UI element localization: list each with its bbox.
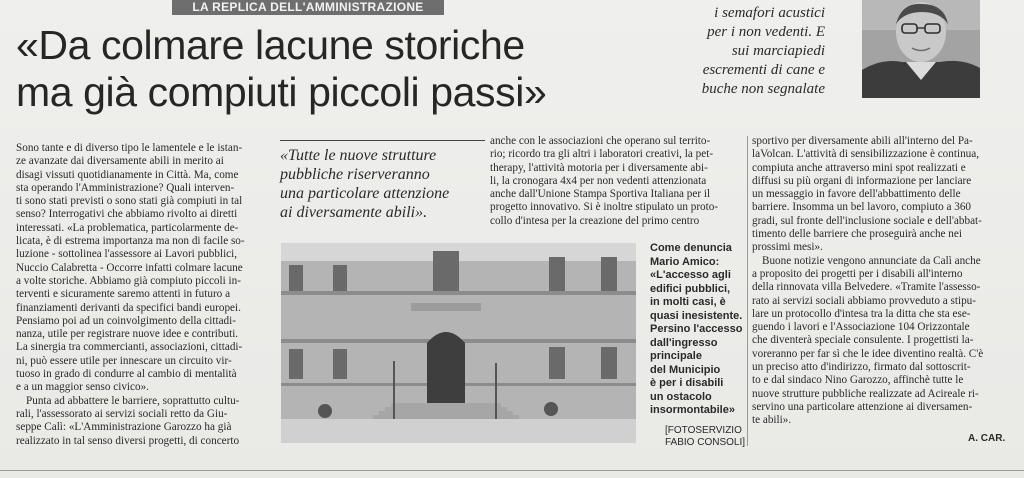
pull-quote-line: ai diversamente abili». bbox=[280, 204, 428, 221]
text-line: lare un protocollo d'intesa tra la ditta che sta ese- bbox=[752, 307, 971, 320]
text-line: Nuccio Calabretta - Occorre infatti colmare lacune bbox=[16, 261, 243, 274]
text-line: nanza, utile per registrare nuove idee e contributi. bbox=[16, 328, 239, 341]
town-hall-photo bbox=[281, 243, 636, 443]
text-line: e a un maggior senso civico». bbox=[16, 381, 149, 394]
text-line: prossimi mesi». bbox=[752, 241, 823, 254]
credit-line: FABIO CONSOLI] bbox=[665, 437, 746, 448]
text-line: timento delle barriere che proseguirà anche nei bbox=[752, 228, 962, 241]
author-signature: A. CAR. bbox=[968, 433, 1006, 444]
pull-quote-line: una particolare attenzione bbox=[280, 185, 450, 202]
caption-line: Mario Amico: bbox=[650, 255, 720, 268]
text-line: che diventerà speciale consulente. I progettisti la- bbox=[752, 334, 974, 347]
text-line: luzione - sottolinea l'assessore ai Lavori pubblici, bbox=[16, 248, 238, 261]
text-line: diffusi su più organi di informazione per lanciare bbox=[752, 174, 972, 187]
caption-line: un ostacolo bbox=[650, 390, 712, 403]
text-line: della rinnovata villa Belvedere. «Tramite l'assesso- bbox=[752, 281, 981, 294]
photo-credit bbox=[665, 425, 755, 449]
sidebar-quote-line: per i non vedenti. E bbox=[707, 24, 825, 40]
caption-line: principale bbox=[650, 350, 702, 362]
photo-caption bbox=[650, 242, 748, 418]
caption-line: Come denuncia bbox=[650, 242, 732, 254]
author-portrait-photo bbox=[862, 0, 980, 98]
credit-line: [FOTOSERVIZIO bbox=[665, 425, 742, 436]
caption-line: dall'ingresso bbox=[650, 336, 718, 349]
text-line: sportivo per diversamente abili all'interno del Pa- bbox=[752, 135, 973, 147]
text-line: laVolcan. L'attività di sensibilizzazione è continua, bbox=[752, 148, 980, 161]
text-line: La sinergia tra commercianti, associazioni, cittadi- bbox=[16, 341, 243, 354]
text-line: progetto innovativo. Si è inoltre stipulato un proto- bbox=[490, 201, 719, 214]
text-line: ze avanzate dai diversamente abili in merito ai bbox=[16, 155, 224, 168]
article-column-3 bbox=[490, 135, 742, 228]
text-line: a volte storiche. Abbiamo già compiuto piccoli in- bbox=[16, 274, 241, 287]
sidebar-quote bbox=[660, 4, 825, 99]
text-line: tuoso in grado di condurre al cambio di mentalità bbox=[16, 368, 237, 381]
bottom-edge bbox=[0, 470, 1024, 471]
text-line: gradi, sul fronte dell'inclusione sociale e dell'abbat- bbox=[752, 214, 982, 227]
text-line: compiuta anche attraverso mini spot realizzati e bbox=[752, 161, 966, 174]
text-line: anche con le associazioni che operano sul territo- bbox=[490, 135, 711, 147]
text-line: anche dall'Unione Stampa Sportiva Italiana per il bbox=[490, 188, 711, 201]
pull-quote-line: pubbliche riserveranno bbox=[280, 166, 430, 183]
text-line: a proposito dei progetti per i disabili all'interno bbox=[752, 267, 963, 280]
text-line: terventi e sicuramente saremo attenti in futuro a bbox=[16, 288, 231, 301]
text-line: rio; ricordo tra gli altri i laboratori creativi, la pet- bbox=[490, 148, 714, 161]
text-line: Punta ad abbattere le barriere, soprattutto cultu- bbox=[26, 394, 240, 407]
text-line: senso? Interrogativi che abbiamo rivolto ai diretti bbox=[16, 208, 238, 221]
sidebar-quote-line: i semafori acustici bbox=[714, 5, 825, 21]
caption-line: del Municipio bbox=[650, 363, 721, 376]
text-line: guendo i lavori e l'Associazione 104 Orizzontale bbox=[752, 321, 970, 334]
article-column-4 bbox=[752, 135, 1006, 428]
caption-line: «L'accesso agli bbox=[650, 269, 731, 281]
text-line: te abili». bbox=[752, 414, 792, 427]
text-line: voreranno per far sì che le idee diventino realtà. C'è bbox=[752, 347, 984, 360]
pull-quote-line: «Tutte le nuove strutture bbox=[280, 147, 437, 164]
sidebar-quote-line: sui marciapiedi bbox=[731, 43, 825, 59]
text-line: to e dal sindaco Nino Garozzo, affinchè tutte le bbox=[752, 374, 964, 387]
text-line: rali, l'assessorato ai servizi sociali retto da Giu- bbox=[16, 407, 228, 420]
text-line: realizzato in tal senso diversi progetti, di concerto bbox=[16, 434, 240, 447]
caption-line: edifici pubblici, bbox=[650, 282, 731, 295]
sidebar-quote-line: buche non segnalate bbox=[701, 81, 825, 97]
text-line: therapy, l'attività motoria per i diversamente abi- bbox=[490, 161, 708, 174]
section-kicker: LA REPLICA DELL'AMMINISTRAZIONE bbox=[172, 0, 444, 15]
caption-line: in molti casi, è bbox=[650, 296, 726, 308]
text-line: barriere. Insomma un bel lavoro, compiuto a 360 bbox=[752, 201, 972, 214]
text-line: ni, può essere utile per innescare un circuito vir- bbox=[16, 354, 232, 367]
sidebar-quote-line: escrementi di cane e bbox=[702, 62, 825, 78]
text-line: licata, è di estrema importanza ma non di facile so- bbox=[16, 235, 245, 248]
article-column-1 bbox=[16, 142, 272, 448]
building-facade-image bbox=[281, 243, 636, 443]
text-line: li, la cronogara 4x4 per non vedenti attenzionata bbox=[490, 174, 707, 187]
text-line: sta operando l'Amministrazione? Quali interven- bbox=[16, 181, 235, 194]
text-line: ti sono stati previsti o sono stati già compiuti in tal bbox=[16, 195, 243, 208]
caption-line: è per i disabili bbox=[650, 377, 724, 389]
portrait-image bbox=[862, 0, 980, 98]
text-line: Pensiamo poi ad un coinvolgimento della cittadi- bbox=[16, 314, 236, 327]
caption-line: quasi inesistente. bbox=[650, 309, 743, 322]
text-line: nuove strutture pubbliche realizzate ad Acireale ri- bbox=[752, 387, 979, 400]
headline-line-1: «Da colmare lacune storiche bbox=[16, 22, 525, 68]
text-line: finanziamenti derivanti da specifici bandi europei. bbox=[16, 301, 241, 314]
text-line: un messaggio in favore dell'abbattimento delle bbox=[752, 188, 961, 201]
text-line: Sono tante e di diverso tipo le lamentele e le istan- bbox=[16, 142, 243, 154]
text-line: un preciso atto d'indirizzo, firmato dal sottoscrit- bbox=[752, 361, 971, 374]
text-line: disagi vissuti quotidianamente in Città. Ma, come bbox=[16, 168, 239, 181]
text-line: seppe Calì: «L'Amministrazione Garozzo ha già bbox=[16, 421, 232, 434]
text-line: rato ai servizi sociali abbiamo provveduto a stipu- bbox=[752, 294, 976, 307]
pull-quote bbox=[280, 140, 485, 222]
caption-line: insormontabile» bbox=[650, 404, 735, 416]
caption-line: Persino l'accesso bbox=[650, 323, 743, 335]
text-line: interessati. «La problematica, particolarmente de- bbox=[16, 221, 239, 234]
text-line: Buone notizie vengono annunciate da Calì anche bbox=[762, 254, 981, 267]
headline bbox=[16, 22, 646, 116]
headline-line-2: ma già compiuti piccoli passi» bbox=[16, 69, 547, 115]
column-divider bbox=[747, 136, 748, 446]
text-line: servino una particolare attenzione ai diversamen- bbox=[752, 400, 973, 413]
text-line: collo d'intesa per la creazione del primo centro bbox=[490, 214, 700, 227]
